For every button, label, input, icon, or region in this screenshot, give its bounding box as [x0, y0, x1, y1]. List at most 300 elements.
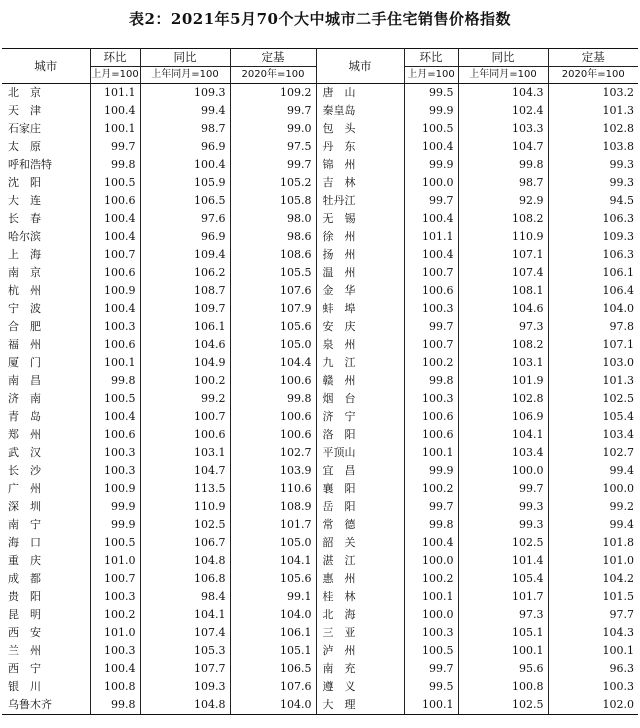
mom-subheader: 上月=100 — [90, 67, 140, 84]
yoy-value: 92.9 — [458, 192, 548, 210]
yoy-value: 103.1 — [458, 354, 548, 372]
city-name: 安 庆 — [316, 318, 404, 336]
base-value: 99.4 — [548, 462, 638, 480]
base-value: 102.8 — [548, 120, 638, 138]
city-name: 济 宁 — [316, 408, 404, 426]
base-value: 99.7 — [230, 156, 316, 174]
table-row — [2, 264, 638, 282]
base-value: 101.8 — [548, 534, 638, 552]
yoy-value: 105.1 — [458, 624, 548, 642]
base-value: 98.0 — [230, 210, 316, 228]
table-row — [2, 372, 638, 390]
yoy-value: 100.8 — [458, 678, 548, 696]
city-name: 金 华 — [316, 282, 404, 300]
yoy-value: 98.7 — [458, 174, 548, 192]
city-header-right: 城市 — [316, 49, 404, 84]
base-value: 105.5 — [230, 264, 316, 282]
base-value: 106.1 — [548, 264, 638, 282]
base-value: 102.7 — [230, 444, 316, 462]
table-row — [2, 138, 638, 156]
city-name: 杭 州 — [8, 284, 41, 297]
table-row — [2, 210, 638, 228]
base-value: 104.2 — [548, 570, 638, 588]
mom-value: 99.7 — [404, 498, 458, 516]
base-value: 105.6 — [230, 570, 316, 588]
yoy-value: 109.7 — [140, 300, 230, 318]
mom-value: 100.3 — [404, 624, 458, 642]
table-row — [2, 534, 638, 552]
yoy-subheader-right: 上年同月=100 — [458, 67, 548, 84]
mom-value: 100.3 — [404, 300, 458, 318]
base-value: 106.4 — [548, 282, 638, 300]
table-row — [2, 300, 638, 318]
base-value: 107.6 — [230, 678, 316, 696]
mom-value: 100.3 — [90, 642, 140, 660]
yoy-value: 104.8 — [140, 552, 230, 570]
base-value: 104.0 — [548, 300, 638, 318]
yoy-value: 107.1 — [458, 246, 548, 264]
table-row — [2, 318, 638, 336]
yoy-value: 100.0 — [458, 462, 548, 480]
mom-value: 100.6 — [404, 282, 458, 300]
base-value: 100.6 — [230, 408, 316, 426]
base-value: 99.7 — [230, 102, 316, 120]
yoy-value: 104.6 — [140, 336, 230, 354]
city-name: 成 都 — [8, 572, 41, 585]
city-name: 银 川 — [8, 680, 41, 693]
yoy-value: 99.4 — [140, 102, 230, 120]
yoy-value: 97.3 — [458, 606, 548, 624]
table-row — [2, 426, 638, 444]
city-name: 桂 林 — [316, 588, 404, 606]
base-value: 101.3 — [548, 372, 638, 390]
mom-header: 环比 — [90, 49, 140, 67]
city-name: 大 理 — [316, 696, 404, 715]
yoy-header-right: 同比 — [458, 49, 548, 67]
table-row — [2, 84, 638, 103]
base-subheader: 2020年=100 — [230, 67, 316, 84]
city-name: 遵 义 — [316, 678, 404, 696]
base-value: 103.8 — [548, 138, 638, 156]
base-value: 108.6 — [230, 246, 316, 264]
base-value: 109.2 — [230, 84, 316, 103]
base-value: 105.0 — [230, 534, 316, 552]
yoy-value: 110.9 — [140, 498, 230, 516]
mom-value: 100.0 — [404, 552, 458, 570]
yoy-value: 98.7 — [140, 120, 230, 138]
yoy-value: 110.9 — [458, 228, 548, 246]
mom-value: 100.2 — [404, 354, 458, 372]
city-name: 平顶山 — [316, 444, 404, 462]
mom-value: 99.7 — [90, 138, 140, 156]
mom-value: 100.5 — [404, 642, 458, 660]
yoy-value: 97.6 — [140, 210, 230, 228]
mom-value: 99.8 — [90, 372, 140, 390]
base-value: 99.2 — [548, 498, 638, 516]
base-value: 107.9 — [230, 300, 316, 318]
base-value: 100.0 — [548, 480, 638, 498]
table-row — [2, 660, 638, 678]
yoy-value: 101.4 — [458, 552, 548, 570]
city-name: 韶 关 — [316, 534, 404, 552]
yoy-value: 102.5 — [140, 516, 230, 534]
base-value: 97.7 — [548, 606, 638, 624]
city-name: 贵 阳 — [8, 590, 41, 603]
base-value: 97.8 — [548, 318, 638, 336]
yoy-header: 同比 — [140, 49, 230, 67]
base-value: 101.5 — [548, 588, 638, 606]
base-value: 105.4 — [548, 408, 638, 426]
base-value: 103.4 — [548, 426, 638, 444]
city-name: 三 亚 — [316, 624, 404, 642]
yoy-value: 104.7 — [140, 462, 230, 480]
base-value: 102.5 — [548, 390, 638, 408]
price-index-table — [2, 48, 638, 715]
table-row — [2, 408, 638, 426]
city-name: 兰 州 — [8, 644, 41, 657]
yoy-value: 95.6 — [458, 660, 548, 678]
city-name: 南 京 — [8, 266, 41, 279]
base-value: 105.0 — [230, 336, 316, 354]
yoy-value: 99.2 — [140, 390, 230, 408]
city-name: 宁 波 — [8, 302, 41, 315]
mom-value: 99.9 — [90, 498, 140, 516]
base-value: 100.6 — [230, 372, 316, 390]
city-name: 徐 州 — [316, 228, 404, 246]
mom-value: 100.1 — [90, 354, 140, 372]
yoy-value: 106.8 — [140, 570, 230, 588]
table-row — [2, 192, 638, 210]
city-name: 海 口 — [8, 536, 41, 549]
yoy-value: 106.2 — [140, 264, 230, 282]
city-header: 城市 — [34, 58, 58, 73]
yoy-value: 100.2 — [140, 372, 230, 390]
base-value: 104.4 — [230, 354, 316, 372]
base-value: 105.1 — [230, 642, 316, 660]
yoy-value: 108.1 — [458, 282, 548, 300]
mom-value: 100.2 — [404, 480, 458, 498]
city-name: 湛 江 — [316, 552, 404, 570]
table-row — [2, 444, 638, 462]
mom-value: 100.3 — [90, 444, 140, 462]
mom-value: 100.6 — [404, 426, 458, 444]
city-name: 蚌 埠 — [316, 300, 404, 318]
mom-value: 99.8 — [90, 156, 140, 174]
city-name: 无 锡 — [316, 210, 404, 228]
city-name: 赣 州 — [316, 372, 404, 390]
mom-value: 100.4 — [90, 660, 140, 678]
yoy-value: 107.7 — [140, 660, 230, 678]
mom-value: 100.3 — [90, 318, 140, 336]
base-value: 106.3 — [548, 246, 638, 264]
base-value: 94.5 — [548, 192, 638, 210]
table-row — [2, 282, 638, 300]
mom-value: 100.0 — [404, 174, 458, 192]
mom-value: 100.8 — [90, 678, 140, 696]
base-value: 101.0 — [548, 552, 638, 570]
mom-value: 100.1 — [404, 696, 458, 715]
mom-value: 100.1 — [90, 120, 140, 138]
yoy-value: 104.9 — [140, 354, 230, 372]
base-value: 99.3 — [548, 174, 638, 192]
base-value: 105.8 — [230, 192, 316, 210]
base-value: 103.9 — [230, 462, 316, 480]
base-value: 104.3 — [548, 624, 638, 642]
base-value: 104.0 — [230, 696, 316, 715]
city-name: 哈尔滨 — [8, 230, 41, 243]
mom-value: 100.4 — [90, 300, 140, 318]
city-name: 西 安 — [8, 626, 41, 639]
yoy-value: 101.9 — [458, 372, 548, 390]
base-value: 103.0 — [548, 354, 638, 372]
base-header-right: 定基 — [548, 49, 638, 67]
base-value: 108.9 — [230, 498, 316, 516]
mom-value: 100.6 — [90, 264, 140, 282]
yoy-value: 99.3 — [458, 498, 548, 516]
city-name: 昆 明 — [8, 608, 41, 621]
base-value: 99.0 — [230, 120, 316, 138]
table-row — [2, 156, 638, 174]
mom-value: 100.3 — [90, 462, 140, 480]
mom-value: 100.4 — [404, 246, 458, 264]
yoy-value: 99.3 — [458, 516, 548, 534]
page-title: 表2：2021年5月70个大中城市二手住宅销售价格指数 — [129, 10, 511, 28]
mom-value: 99.8 — [404, 516, 458, 534]
base-header: 定基 — [230, 49, 316, 67]
city-name: 重 庆 — [8, 554, 41, 567]
city-name: 常 德 — [316, 516, 404, 534]
mom-value: 100.9 — [90, 282, 140, 300]
city-name: 乌鲁木齐 — [2, 696, 90, 715]
mom-value: 100.1 — [404, 588, 458, 606]
table-row — [2, 174, 638, 192]
yoy-value: 104.3 — [458, 84, 548, 103]
city-name: 合 肥 — [8, 320, 41, 333]
mom-value: 99.5 — [404, 84, 458, 103]
mom-value: 100.6 — [404, 408, 458, 426]
mom-value: 100.1 — [404, 444, 458, 462]
city-name: 广 州 — [8, 482, 41, 495]
yoy-value: 108.7 — [140, 282, 230, 300]
table-row — [2, 552, 638, 570]
mom-subheader-right: 上月=100 — [404, 67, 458, 84]
yoy-value: 103.4 — [458, 444, 548, 462]
mom-value: 100.4 — [404, 138, 458, 156]
city-name: 长 春 — [8, 212, 41, 225]
city-name: 丹 东 — [316, 138, 404, 156]
yoy-value: 104.1 — [140, 606, 230, 624]
city-name: 吉 林 — [316, 174, 404, 192]
yoy-value: 108.2 — [458, 210, 548, 228]
city-name: 襄 阳 — [316, 480, 404, 498]
base-value: 99.8 — [230, 390, 316, 408]
table-row — [2, 696, 638, 715]
city-name: 太 原 — [8, 140, 41, 153]
table-row — [2, 678, 638, 696]
city-name: 洛 阳 — [316, 426, 404, 444]
table-row — [2, 390, 638, 408]
city-name: 北 京 — [8, 86, 41, 99]
city-name: 秦皇岛 — [316, 102, 404, 120]
yoy-value: 108.2 — [458, 336, 548, 354]
city-name: 唐 山 — [316, 84, 404, 103]
mom-value: 100.6 — [90, 426, 140, 444]
mom-value: 99.8 — [90, 696, 140, 715]
mom-value: 99.7 — [404, 192, 458, 210]
yoy-value: 104.8 — [140, 696, 230, 715]
yoy-subheader: 上年同月=100 — [140, 67, 230, 84]
base-value: 106.3 — [548, 210, 638, 228]
yoy-value: 100.6 — [140, 426, 230, 444]
yoy-value: 104.6 — [458, 300, 548, 318]
yoy-value: 104.7 — [458, 138, 548, 156]
table-row — [2, 336, 638, 354]
mom-value: 99.9 — [404, 102, 458, 120]
city-name: 深 圳 — [8, 500, 41, 513]
mom-value: 100.4 — [404, 534, 458, 552]
base-value: 105.6 — [230, 318, 316, 336]
yoy-value: 102.5 — [458, 534, 548, 552]
yoy-value: 109.3 — [140, 84, 230, 103]
yoy-value: 101.7 — [458, 588, 548, 606]
city-name: 锦 州 — [316, 156, 404, 174]
base-value: 98.6 — [230, 228, 316, 246]
yoy-value: 106.7 — [140, 534, 230, 552]
mom-value: 100.4 — [90, 102, 140, 120]
city-name: 青 岛 — [8, 410, 41, 423]
table-row — [2, 246, 638, 264]
yoy-value: 99.8 — [458, 156, 548, 174]
base-value: 100.6 — [230, 426, 316, 444]
city-name: 武 汉 — [8, 446, 41, 459]
mom-value: 99.9 — [404, 462, 458, 480]
city-name: 南 宁 — [8, 518, 41, 531]
base-value: 107.1 — [548, 336, 638, 354]
city-name: 惠 州 — [316, 570, 404, 588]
mom-value: 101.1 — [404, 228, 458, 246]
yoy-value: 109.4 — [140, 246, 230, 264]
yoy-value: 106.1 — [140, 318, 230, 336]
mom-value: 101.0 — [90, 552, 140, 570]
mom-value: 100.5 — [90, 534, 140, 552]
base-value: 97.5 — [230, 138, 316, 156]
base-value: 105.2 — [230, 174, 316, 192]
mom-value: 101.1 — [90, 84, 140, 103]
mom-value: 100.2 — [404, 570, 458, 588]
mom-value: 100.2 — [90, 606, 140, 624]
mom-value: 100.7 — [90, 246, 140, 264]
city-name: 大 连 — [8, 194, 41, 207]
city-name: 济 南 — [8, 392, 41, 405]
base-value: 104.1 — [230, 552, 316, 570]
yoy-value: 102.4 — [458, 102, 548, 120]
table-row — [2, 480, 638, 498]
city-name: 石家庄 — [8, 122, 41, 135]
yoy-value: 102.8 — [458, 390, 548, 408]
city-name: 泸 州 — [316, 642, 404, 660]
yoy-value: 96.9 — [140, 228, 230, 246]
base-value: 96.3 — [548, 660, 638, 678]
table-row — [2, 588, 638, 606]
yoy-value: 105.4 — [458, 570, 548, 588]
base-value: 106.1 — [230, 624, 316, 642]
city-name: 呼和浩特 — [8, 158, 52, 171]
mom-value: 100.6 — [90, 336, 140, 354]
yoy-value: 106.5 — [140, 192, 230, 210]
base-value: 101.3 — [548, 102, 638, 120]
base-value: 101.7 — [230, 516, 316, 534]
base-value: 100.3 — [548, 678, 638, 696]
yoy-value: 105.9 — [140, 174, 230, 192]
base-value: 109.3 — [548, 228, 638, 246]
table-row — [2, 606, 638, 624]
yoy-value: 102.5 — [458, 696, 548, 715]
mom-value: 100.4 — [404, 210, 458, 228]
table-row — [2, 624, 638, 642]
base-value: 99.3 — [548, 156, 638, 174]
base-value: 110.6 — [230, 480, 316, 498]
city-name: 南 充 — [316, 660, 404, 678]
mom-value: 100.5 — [90, 390, 140, 408]
mom-value: 99.7 — [404, 318, 458, 336]
table-row — [2, 102, 638, 120]
yoy-value: 107.4 — [458, 264, 548, 282]
table-row — [2, 642, 638, 660]
city-name: 福 州 — [8, 338, 41, 351]
mom-value: 100.3 — [90, 588, 140, 606]
city-name: 北 海 — [316, 606, 404, 624]
mom-value: 100.6 — [90, 192, 140, 210]
yoy-value: 113.5 — [140, 480, 230, 498]
base-value: 103.2 — [548, 84, 638, 103]
city-name: 天 津 — [8, 104, 41, 117]
city-name: 泉 州 — [316, 336, 404, 354]
mom-header-right: 环比 — [404, 49, 458, 67]
yoy-value: 96.9 — [140, 138, 230, 156]
base-value: 106.5 — [230, 660, 316, 678]
table-row — [2, 498, 638, 516]
table-row — [2, 120, 638, 138]
yoy-value: 100.1 — [458, 642, 548, 660]
mom-value: 100.7 — [404, 336, 458, 354]
mom-value: 100.4 — [90, 408, 140, 426]
mom-value: 99.7 — [404, 660, 458, 678]
table-row — [2, 228, 638, 246]
yoy-value: 99.7 — [458, 480, 548, 498]
yoy-value: 100.4 — [140, 156, 230, 174]
yoy-value: 97.3 — [458, 318, 548, 336]
table-row — [2, 462, 638, 480]
city-name: 郑 州 — [8, 428, 41, 441]
mom-value: 101.0 — [90, 624, 140, 642]
mom-value: 99.9 — [404, 156, 458, 174]
base-value: 104.0 — [230, 606, 316, 624]
yoy-value: 109.3 — [140, 678, 230, 696]
city-name: 宜 昌 — [316, 462, 404, 480]
mom-value: 100.4 — [90, 228, 140, 246]
city-name: 长 沙 — [8, 464, 41, 477]
city-name: 温 州 — [316, 264, 404, 282]
yoy-value: 105.3 — [140, 642, 230, 660]
mom-value: 99.9 — [90, 516, 140, 534]
yoy-value: 106.9 — [458, 408, 548, 426]
base-value: 102.0 — [548, 696, 638, 715]
city-name: 沈 阳 — [8, 176, 41, 189]
city-name: 九 江 — [316, 354, 404, 372]
base-subheader-right: 2020年=100 — [548, 67, 638, 84]
city-name: 上 海 — [8, 248, 41, 261]
yoy-value: 107.4 — [140, 624, 230, 642]
